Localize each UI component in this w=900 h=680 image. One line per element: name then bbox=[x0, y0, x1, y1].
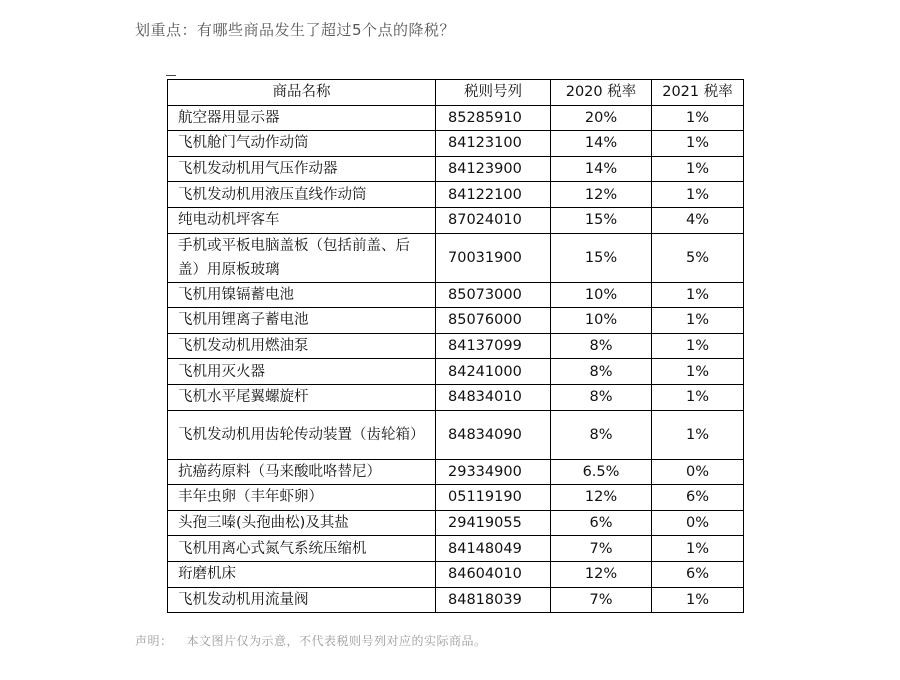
tariff-code-cell: 84148049 bbox=[436, 536, 551, 562]
rate-2021-cell: 1% bbox=[652, 182, 744, 208]
rate-2020-cell: 6.5% bbox=[551, 459, 652, 485]
table-row bbox=[168, 410, 744, 459]
tariff-code-cell: 84122100 bbox=[436, 182, 551, 208]
tariff-code-cell: 05119190 bbox=[436, 485, 551, 511]
header-tariff-code: 税则号列 bbox=[436, 80, 551, 106]
rate-2021-cell: 0% bbox=[652, 459, 744, 485]
product-name-cell: 飞机发动机用燃油泵 bbox=[168, 333, 436, 359]
rate-2021-cell: 1% bbox=[652, 587, 744, 613]
rate-2021-cell: 6% bbox=[652, 485, 744, 511]
product-name-cell: 珩磨机床 bbox=[168, 561, 436, 587]
table-corner-mark bbox=[166, 75, 176, 76]
rate-2021-cell: 1% bbox=[652, 536, 744, 562]
rate-2020-cell: 10% bbox=[551, 282, 652, 308]
rate-2021-cell: 1% bbox=[652, 105, 744, 131]
header-product-name: 商品名称 bbox=[168, 80, 436, 106]
table-row bbox=[168, 536, 744, 562]
product-name-cell: 飞机用离心式氮气系统压缩机 bbox=[168, 536, 436, 562]
rate-2020-cell: 15% bbox=[551, 207, 652, 233]
rate-2020-cell: 6% bbox=[551, 510, 652, 536]
rate-2020-cell: 7% bbox=[551, 587, 652, 613]
rate-2021-cell: 1% bbox=[652, 384, 744, 410]
rate-2021-cell: 6% bbox=[652, 561, 744, 587]
table-row bbox=[168, 510, 744, 536]
tariff-code-cell: 85285910 bbox=[436, 105, 551, 131]
table-row bbox=[168, 233, 744, 282]
rate-2020-cell: 10% bbox=[551, 308, 652, 334]
disclaimer-label: 声明： bbox=[135, 634, 173, 648]
tariff-code-cell: 84241000 bbox=[436, 359, 551, 385]
tariff-code-cell: 84818039 bbox=[436, 587, 551, 613]
tariff-code-cell: 84123100 bbox=[436, 131, 551, 157]
product-name-cell: 飞机用灭火器 bbox=[168, 359, 436, 385]
rate-2021-cell: 1% bbox=[652, 333, 744, 359]
product-name-cell: 纯电动机坪客车 bbox=[168, 207, 436, 233]
rate-2020-cell: 8% bbox=[551, 384, 652, 410]
rate-2021-cell: 4% bbox=[652, 207, 744, 233]
table-header-row bbox=[168, 80, 744, 106]
product-name-cell: 飞机发动机用气压作动器 bbox=[168, 156, 436, 182]
rate-2020-cell: 20% bbox=[551, 105, 652, 131]
article-heading: 划重点：有哪些商品发生了超过5个点的降税？ bbox=[135, 21, 456, 39]
table-row bbox=[168, 587, 744, 613]
table-row bbox=[168, 156, 744, 182]
table-row bbox=[168, 282, 744, 308]
product-name-cell: 航空器用显示器 bbox=[168, 105, 436, 131]
rate-2021-cell: 1% bbox=[652, 282, 744, 308]
product-name-cell: 丰年虫卵（丰年虾卵） bbox=[168, 485, 436, 511]
product-name-cell: 飞机舱门气动作动筒 bbox=[168, 131, 436, 157]
rate-2020-cell: 14% bbox=[551, 156, 652, 182]
rate-2020-cell: 8% bbox=[551, 410, 652, 459]
tariff-code-cell: 87024010 bbox=[436, 207, 551, 233]
rate-2020-cell: 7% bbox=[551, 536, 652, 562]
table-row bbox=[168, 485, 744, 511]
rate-2020-cell: 8% bbox=[551, 333, 652, 359]
header-rate-2021: 2021 税率 bbox=[652, 80, 744, 106]
product-name-cell: 飞机用镍镉蓄电池 bbox=[168, 282, 436, 308]
rate-2020-cell: 8% bbox=[551, 359, 652, 385]
rate-2021-cell: 1% bbox=[652, 359, 744, 385]
product-name-cell: 飞机用锂离子蓄电池 bbox=[168, 308, 436, 334]
rate-2021-cell: 1% bbox=[652, 131, 744, 157]
rate-2020-cell: 12% bbox=[551, 561, 652, 587]
rate-2021-cell: 1% bbox=[652, 410, 744, 459]
tariff-code-cell: 29334900 bbox=[436, 459, 551, 485]
product-name-cell: 飞机发动机用流量阀 bbox=[168, 587, 436, 613]
tariff-code-cell: 84604010 bbox=[436, 561, 551, 587]
table-row bbox=[168, 359, 744, 385]
tariff-code-cell: 84834010 bbox=[436, 384, 551, 410]
product-name-cell: 飞机发动机用齿轮传动装置（齿轮箱） bbox=[168, 410, 436, 459]
tariff-table bbox=[167, 79, 744, 613]
product-name-cell: 头孢三嗪(头孢曲松)及其盐 bbox=[168, 510, 436, 536]
image-disclaimer bbox=[135, 632, 487, 649]
product-name-cell: 手机或平板电脑盖板（包括前盖、后盖）用原板玻璃 bbox=[168, 233, 436, 282]
tariff-code-cell: 85073000 bbox=[436, 282, 551, 308]
tariff-code-cell: 29419055 bbox=[436, 510, 551, 536]
product-name-cell: 飞机发动机用液压直线作动筒 bbox=[168, 182, 436, 208]
header-rate-2020: 2020 税率 bbox=[551, 80, 652, 106]
rate-2020-cell: 12% bbox=[551, 485, 652, 511]
rate-2021-cell: 0% bbox=[652, 510, 744, 536]
rate-2020-cell: 12% bbox=[551, 182, 652, 208]
rate-2021-cell: 5% bbox=[652, 233, 744, 282]
table-row bbox=[168, 182, 744, 208]
product-name-cell: 飞机水平尾翼螺旋杆 bbox=[168, 384, 436, 410]
rate-2021-cell: 1% bbox=[652, 308, 744, 334]
disclaimer-text: 本文图片仅为示意，不代表税则号列对应的实际商品。 bbox=[186, 634, 487, 648]
tariff-code-cell: 85076000 bbox=[436, 308, 551, 334]
rate-2020-cell: 14% bbox=[551, 131, 652, 157]
rate-2020-cell: 15% bbox=[551, 233, 652, 282]
table-row bbox=[168, 207, 744, 233]
tariff-code-cell: 84137099 bbox=[436, 333, 551, 359]
table-row bbox=[168, 308, 744, 334]
table-row bbox=[168, 105, 744, 131]
tariff-code-cell: 84834090 bbox=[436, 410, 551, 459]
table-row bbox=[168, 384, 744, 410]
table-row bbox=[168, 333, 744, 359]
product-name-cell: 抗癌药原料（马来酸吡咯替尼） bbox=[168, 459, 436, 485]
tariff-code-cell: 70031900 bbox=[436, 233, 551, 282]
table-row bbox=[168, 561, 744, 587]
table-row bbox=[168, 131, 744, 157]
rate-2021-cell: 1% bbox=[652, 156, 744, 182]
table-row bbox=[168, 459, 744, 485]
tariff-code-cell: 84123900 bbox=[436, 156, 551, 182]
